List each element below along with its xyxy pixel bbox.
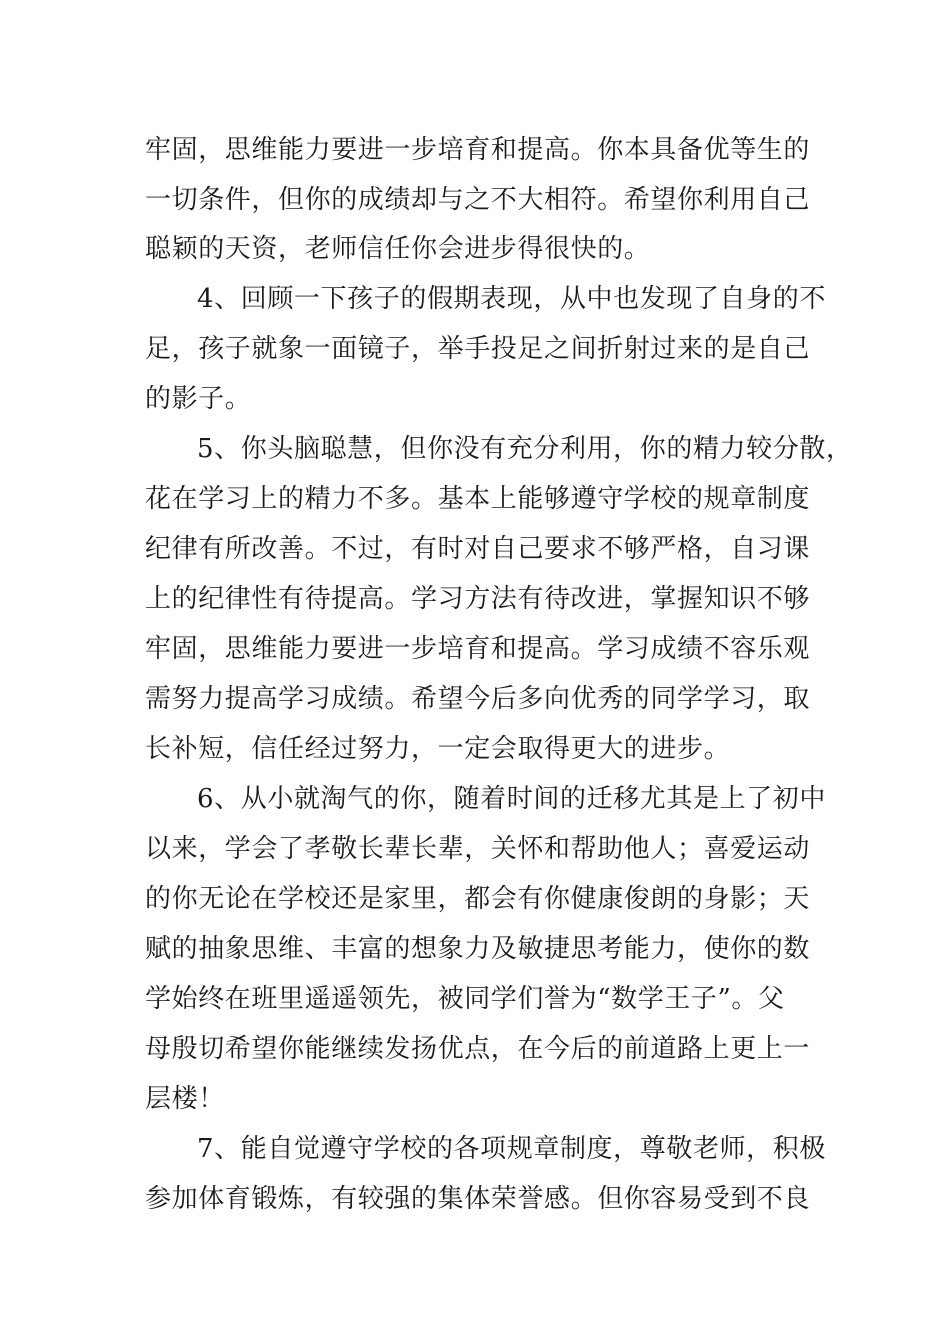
text-line: 上的纪律性有待提高。学习方法有待改进，掌握知识不够 (145, 584, 811, 614)
text-line: 的你无论在学校还是家里，都会有你健康俊朗的身影；天 (145, 884, 811, 914)
paragraph-start-line: 4、回顾一下孩子的假期表现，从中也发现了自身的不 (197, 284, 826, 314)
text-line: 长补短，信任经过努力，一定会取得更大的进步。 (145, 734, 731, 764)
text-line: 以来，学会了孝敬长辈长辈，关怀和帮助他人；喜爱运动 (145, 834, 811, 864)
text-line: 花在学习上的精力不多。基本上能够遵守学校的规章制度 (145, 484, 811, 514)
text-line: 层楼！ (145, 1084, 225, 1114)
text-line: 聪颖的天资，老师信任你会进步得很快的。 (145, 234, 651, 264)
text-line: 一切条件，但你的成绩却与之不大相符。希望你利用自己 (145, 185, 811, 215)
text-line: 学始终在班里遥遥领先，被同学们誉为“数学王子”。父 (145, 984, 785, 1014)
text-line: 纪律有所改善。不过，有时对自己要求不够严格，自习课 (145, 534, 811, 564)
text-line: 需努力提高学习成绩。希望今后多向优秀的同学学习，取 (145, 684, 811, 714)
text-line: 的影子。 (145, 384, 252, 414)
paragraph-start-line: 7、能自觉遵守学校的各项规章制度，尊敬老师，积极 (197, 1134, 826, 1164)
paragraph-start-line: 6、从小就淘气的你，随着时间的迁移尤其是上了初中 (197, 784, 826, 814)
text-line: 足，孩子就象一面镜子，举手投足之间折射过来的是自己 (145, 334, 811, 364)
text-line: 母殷切希望你能继续发扬优点，在今后的前道路上更上一 (145, 1034, 811, 1064)
text-line: 牢固，思维能力要进一步培育和提高。学习成绩不容乐观 (145, 634, 811, 664)
text-line: 牢固，思维能力要进一步培育和提高。你本具备优等生的 (145, 135, 811, 165)
paragraph-start-line: 5、你头脑聪慧，但你没有充分利用，你的精力较分散， (197, 434, 853, 464)
text-line: 参加体育锻炼，有较强的集体荣誉感。但你容易受到不良 (145, 1184, 811, 1214)
text-line: 赋的抽象思维、丰富的想象力及敏捷思考能力，使你的数 (145, 934, 811, 964)
